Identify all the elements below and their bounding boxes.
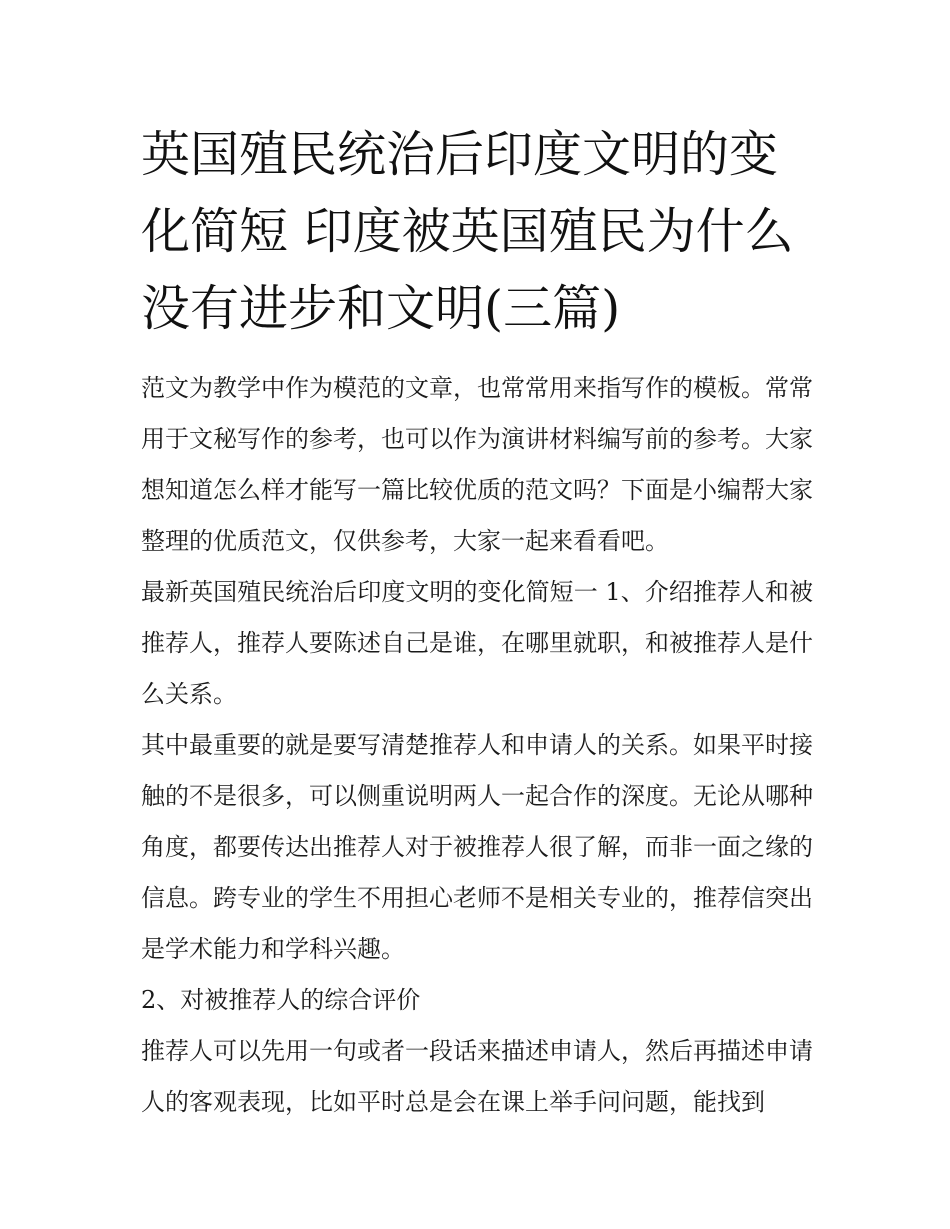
- evaluation-paragraph: 推荐人可以先用一句或者一段话来描述申请人，然后再描述申请人的客观表现，比如平时总是会在课上举手问问题，能找到: [141, 1037, 813, 1116]
- section-one-paragraph: 最新英国殖民统治后印度文明的变化简短一 1、介绍推荐人和被推荐人，推荐人要陈述自己是谁，在哪里就职，和被推荐人是什么关系。: [141, 578, 813, 708]
- intro-paragraph: 范文为教学中作为模范的文章，也常常用来指写作的模板。常常用于文秘写作的参考，也可以作为演讲材料编写前的参考。大家想知道怎么样才能写一篇比较优质的范文吗？下面是小编帮大家整理的优质范文，仅供参考，大家一起来看看吧。: [141, 374, 813, 555]
- document-title: 英国殖民统治后印度文明的变化简短 印度被英国殖民为什么没有进步和文明(三篇): [141, 126, 794, 337]
- document-body: [141, 363, 813, 1128]
- relationship-paragraph: 其中最重要的就是要写清楚推荐人和申请人的关系。如果平时接触的不是很多，可以侧重说明两人一起合作的深度。无论从哪种角度，都要传达出推荐人对于被推荐人很了解，而非一面之缘的信息。跨专业的学生不用担心老师不是相关专业的，推荐信突出是学术能力和学科兴趣。: [141, 731, 813, 963]
- section-two-heading: 2、对被推荐人的综合评价: [141, 986, 421, 1014]
- document-page: [141, 116, 813, 1128]
